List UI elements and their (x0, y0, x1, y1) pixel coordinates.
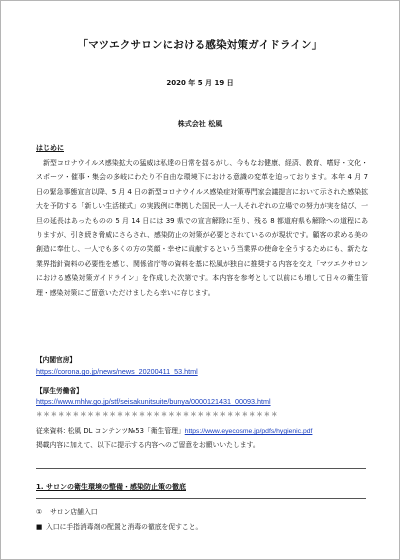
intro-paragraph: 新型コロナウイルス感染拡大の猛威は私達の日常を揺るがし、今もなお健康、経済、教育、嗜好・文化・スポーツ・催事・集会の多岐にわたり不自由な環境下における意識の変革を迫っております。本年 4 月 7 日の緊急事態宣言以降、5 月 4 日の新型コロナウイルス感染症対策専門家会議提言において示された感染拡大を予防する「新しい生活様式」の実践例に準拠した国民一人一人それぞれの立場での努力が実を結び、一旦の延長はあったものの 5 月 14 日には 39 県での宣言解除に至り、残る 8 都道府県も解除への道程にありますが、引き続き脅威にさらされ、感染防止の対策が必要とされているのが現状です。顧客の求める美の創造に奉仕し、一人でも多くの方の笑顔・幸せに貢献するという当業界の使命を全うするためにも、新たな業界指針資料の必要性を感じ、関係省庁等の資料を基に松風が独自に推奨する内容を交え「マツエクサロンにおける感染対策ガイドライン」を作成した次第です。本内容を参考として以前にも増して日々の衛生管理・感染対策にご留意いただけましたら幸いに存じます。 (36, 159, 368, 297)
asterisk-separator: ＊＊＊＊＊＊＊＊＊＊＊＊＊＊＊＊＊＊＊＊＊＊＊＊＊＊＊＊＊＊＊＊＊ (36, 411, 279, 418)
document-date: 2020 年 5 月 19 日 (166, 79, 234, 87)
cabinet-office-label: 【内閣官房】 (36, 356, 77, 364)
section-divider-bottom (36, 498, 366, 499)
item-1-text: サロン店舗入口 (50, 508, 98, 516)
company-name: 株式会社 松風 (177, 120, 223, 128)
source-link[interactable]: https://www.eyecosme.jp/pdfs/hygienic.pdf (184, 428, 313, 435)
section-divider-top (36, 468, 366, 469)
mhlw-label: 【厚生労働省】 (36, 387, 83, 395)
cabinet-office-link[interactable]: https://corona.go.jp/news/news_20200411_53.html (36, 367, 198, 376)
mhlw-link[interactable]: https://www.mhlw.go.jp/stf/seisakunitsuite/bunya/0000121431_00093.html (36, 397, 271, 406)
note-text: 掲載内容に加えて、以下に提示する内容へのご留意をお願いいたします。 (36, 441, 260, 449)
item-1 (36, 506, 98, 516)
source-prefix: 従来資料: 松風 DL コンテンツ№53「衛生管理」 (36, 427, 185, 435)
bullet-square-icon: ■ (36, 523, 43, 531)
item-1-marker: ① (36, 508, 43, 516)
bullet-1 (36, 521, 202, 531)
document-title: 「マツエクサロンにおける感染対策ガイドライン」 (77, 39, 323, 51)
source-line (36, 425, 312, 435)
intro-heading: はじめに (36, 144, 64, 152)
section-1-heading: 1. サロンの衛生環境の整備・感染防止策の徹底 (36, 483, 186, 491)
bullet-1-text: 入口に手指消毒剤の配置と消毒の徹底を促すこと。 (46, 523, 203, 531)
